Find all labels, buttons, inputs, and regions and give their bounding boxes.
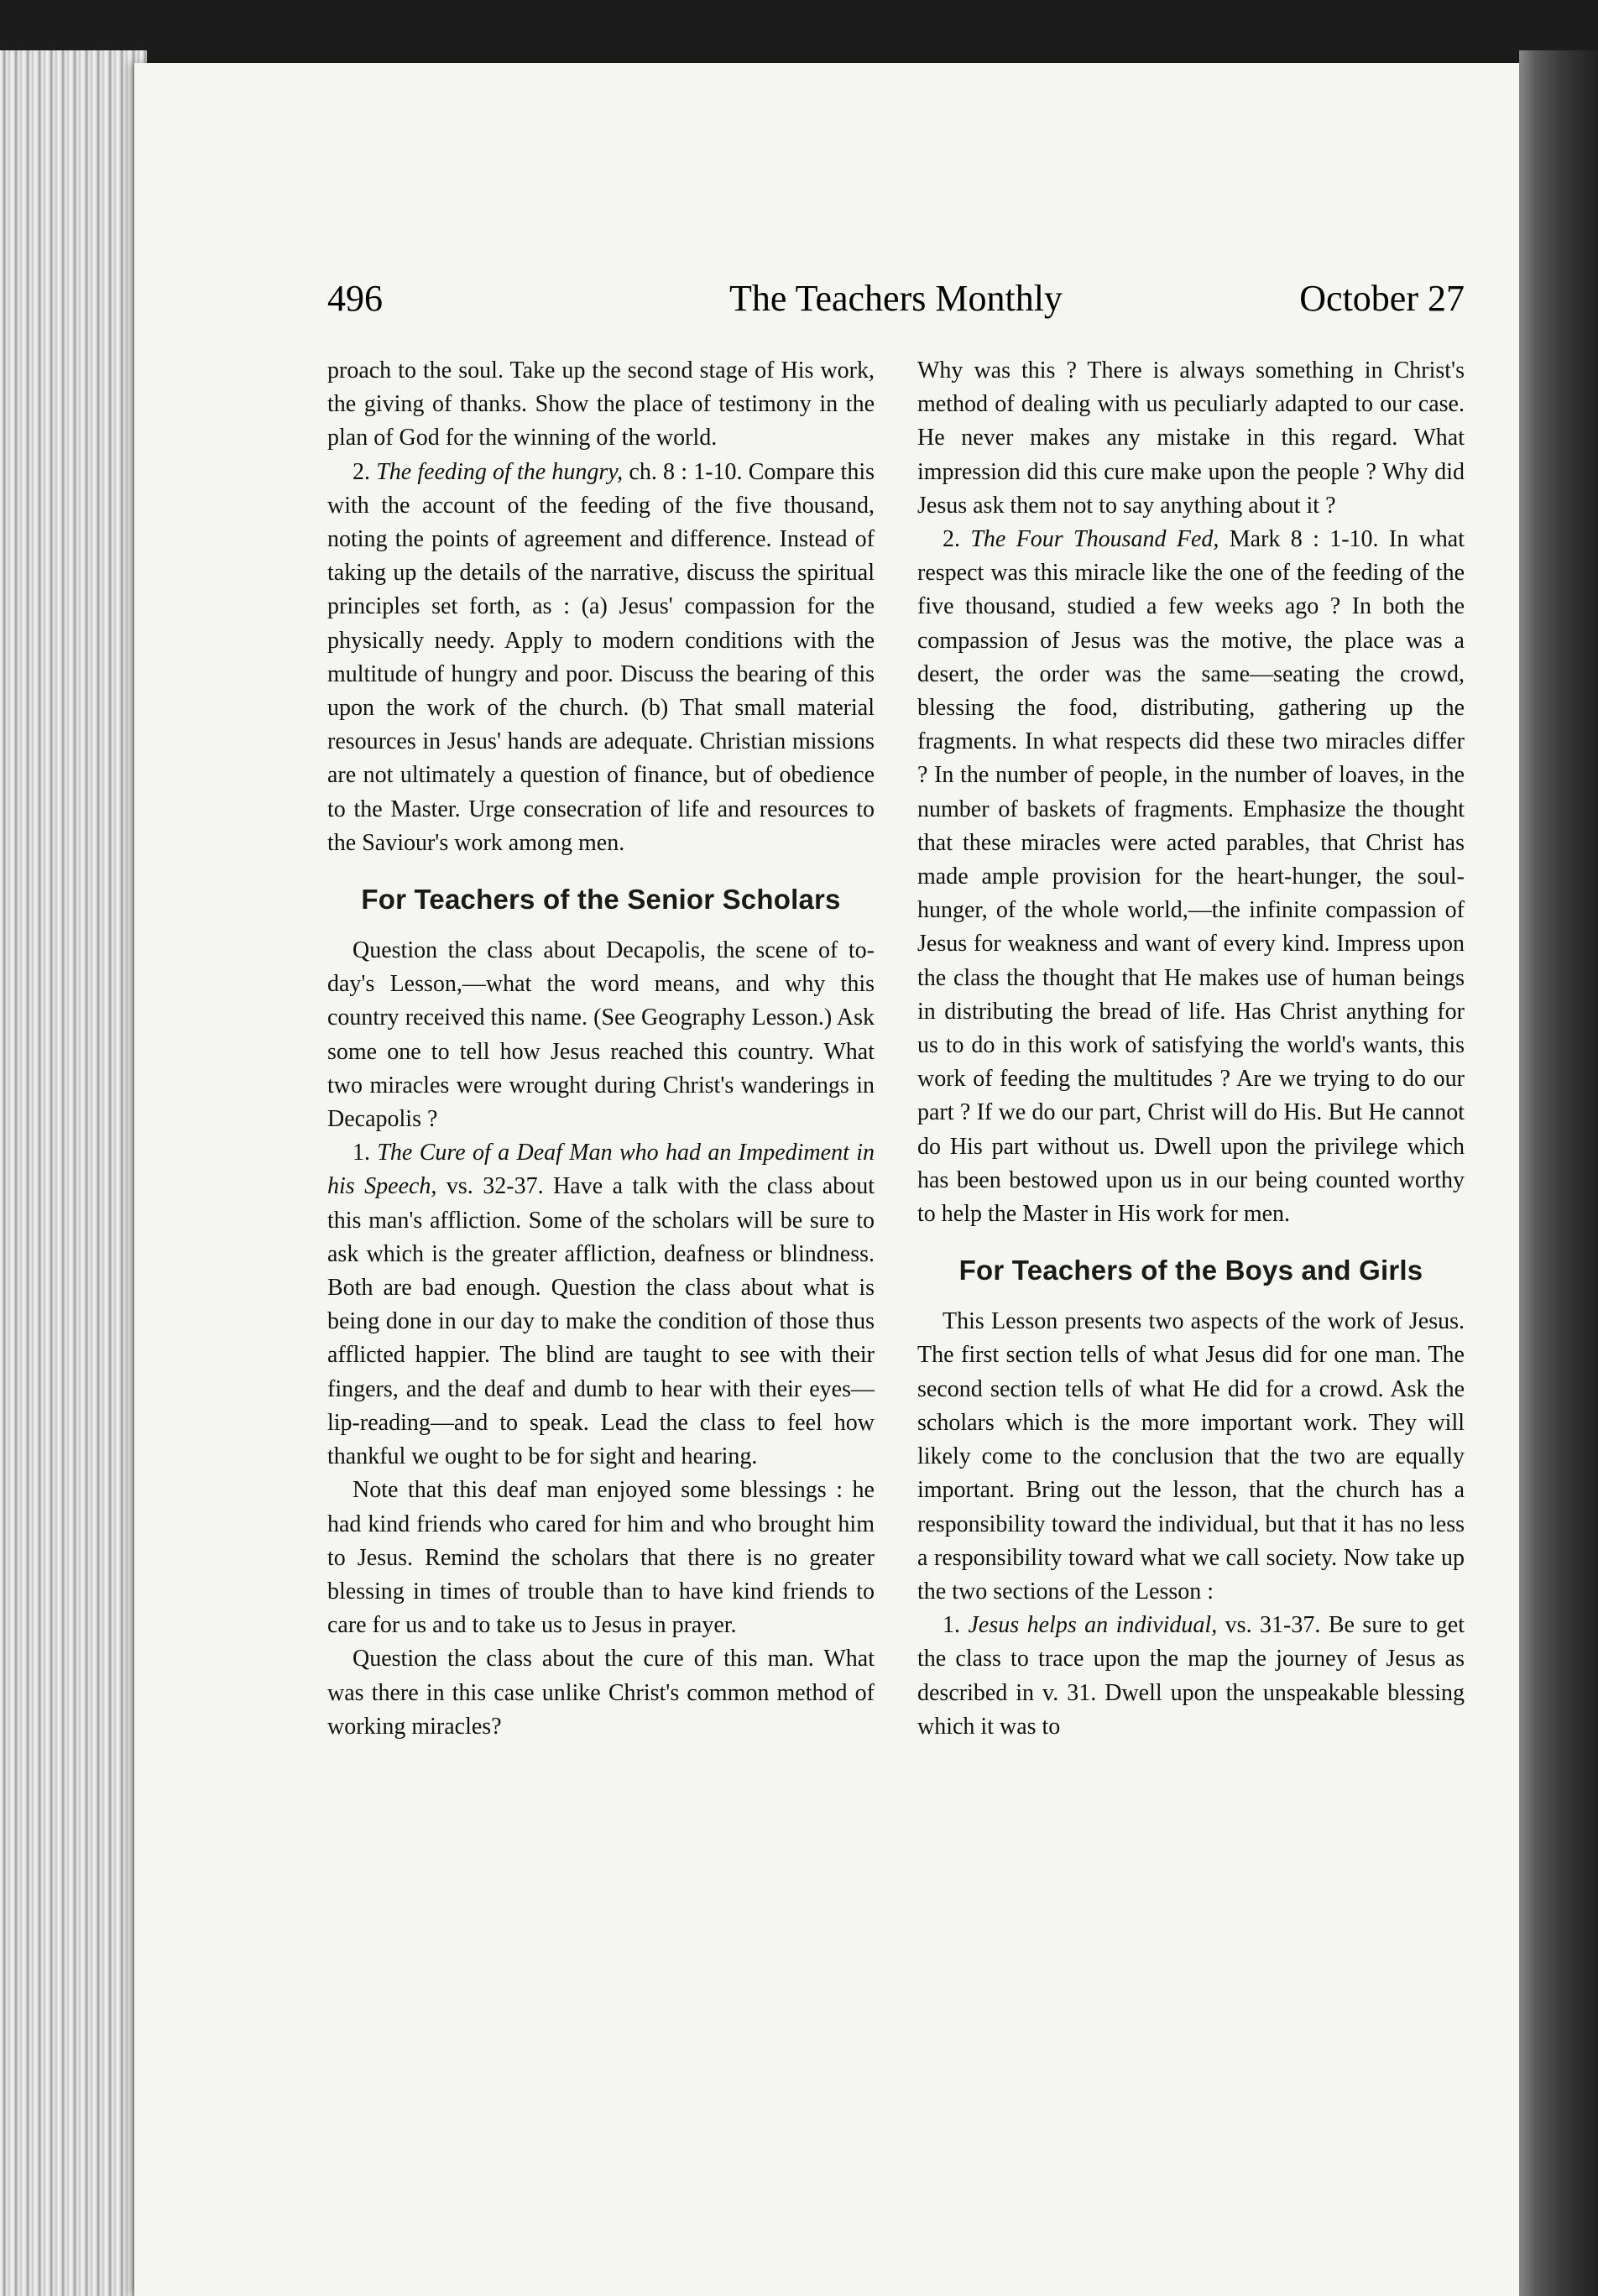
paragraph: Why was this ? There is always something in Christ's method of dealing with us peculiarly adapted to our case. He never makes any mistake in this regard. What impression did this cure make upon the people ? Why did Jesus ask them not to say anything about it ? <box>917 357 1465 519</box>
item-number: 2. <box>943 526 971 553</box>
section-heading: For Teachers of the Senior Scholars <box>361 884 841 916</box>
section-heading: For Teachers of the Boys and Girls <box>958 1255 1423 1286</box>
paragraph-text: vs. 32-37. Have a talk with the class about this man's affliction. Some of the scholars will be sure to ask which is the greater affliction, deafness or blindness. Both are bad enough. Question the class about what is being done in our day to make the condition of those thus afflicted happier. The blind are taught to see with their fingers, and the deaf and dumb to hear with their eyes—lip-reading—and to speak. Lead the class to feel how thankful we ought to be for sight and hearing. <box>327 1173 875 1470</box>
italic-title: The feeding of the hungry, <box>376 458 624 485</box>
italic-title: The Four Thousand Fed, <box>970 526 1219 553</box>
page-number: 496 <box>327 278 383 319</box>
page-content <box>327 277 1465 1740</box>
book-page-edges <box>0 50 147 2296</box>
item-number: 1. <box>943 1612 969 1639</box>
paragraph-text: ch. 8 : 1-10. Compare this with the account of the feeding of the five thousand, noting the points of agreement and difference. Instead of taking up the details of the narrative, discuss the spiritual principles set forth, as : (a) Jesus' compassion for the physically needy. Apply to modern conditions with the multitude of hungry and poor. Discuss the bearing of this upon the work of the church. (b) That small material resources in Jesus' hands are adequate. Christian missions are not ultimately a question of finance, but of obedience to the Master. Urge consecration of life and resources to the Saviour's work among men. <box>327 458 875 856</box>
paragraph: Question the class about Decapolis, the scene of to-day's Lesson,—what the word means, and why this country received this name. (See Geography Lesson.) Ask some one to tell how Jesus reached this country. What two miracles were wrought during Christ's wanderings in Decapolis ? <box>327 937 875 1133</box>
running-header <box>327 277 1465 327</box>
left-column <box>327 354 875 1744</box>
paragraph: This Lesson presents two aspects of the work of Jesus. The first section tells of what Jesus did for one man. The second section tells of what He did for a crowd. Ask the scholars which is the more important work. They will likely come to the conclusion that the two are equally important. Bring out the lesson, that the church has a responsibility toward the individual, but that it has no less a responsibility toward what we call society. Now take up the two sections of the Lesson : <box>917 1308 1465 1605</box>
paragraph <box>917 1609 1465 1744</box>
item-number: 1. <box>352 1140 378 1166</box>
paragraph: Question the class about the cure of this man. What was there in this case unlike Christ's common method of working miracles? <box>327 1646 875 1740</box>
issue-date: October 27 <box>1299 278 1465 319</box>
right-column <box>917 354 1465 1744</box>
paragraph <box>917 523 1465 1231</box>
paragraph: proach to the soul. Take up the second stage of His work, the giving of thanks. Show the place of testimony in the plan of God for the winning of the world. <box>327 357 875 451</box>
journal-title: The Teachers Monthly <box>729 278 1063 319</box>
paragraph-text: Mark 8 : 1-10. In what respect was this miracle like the one of the feeding of the five thousand, studied a few weeks ago ? In both the compassion of Jesus was the motive, the place was a desert, the order was the same—seating the crowd, blessing the food, distributing, gathering up the fragments. In what respects did these two miracles differ ? In the number of people, in the number of loaves, in the number of baskets of fragments. Emphasize the thought that these miracles were acted parables, that Christ has made ample provision for the heart-hunger, the soul-hunger, of the whole world,—the infinite compassion of Jesus for weakness and want of every kind. Impress upon the class the thought that He makes use of human beings in distributing the bread of life. Has Christ anything for us to do in this work of satisfying the world's wants, this work of feeding the multitudes ? Are we trying to do our part ? If we do our part, Christ will do His. But He cannot do His part without us. Dwell upon the privilege which has been bestowed upon us in our being counted worthy to help the Master in His work for men. <box>917 526 1465 1228</box>
paragraph <box>327 456 875 860</box>
italic-title: Jesus helps an individual, <box>968 1612 1218 1639</box>
paragraph <box>327 1136 875 1474</box>
paragraph-text: vs. 31-37. Be sure to get the class to trace upon the map the journey of Jesus as described in v. 31. Dwell upon the unspeakable blessing which it was to <box>917 1612 1465 1740</box>
italic-title: The Cure of a Deaf Man who had an Impediment in his Speech, <box>327 1140 875 1200</box>
item-number: 2. <box>352 458 377 485</box>
scan-right-border <box>1519 50 1598 2296</box>
paragraph: Note that this deaf man enjoyed some blessings : he had kind friends who cared for him and who brought him to Jesus. Remind the scholars that there is no greater blessing in times of trouble than to have kind friends to care for us and to take us to Jesus in prayer. <box>327 1477 875 1639</box>
